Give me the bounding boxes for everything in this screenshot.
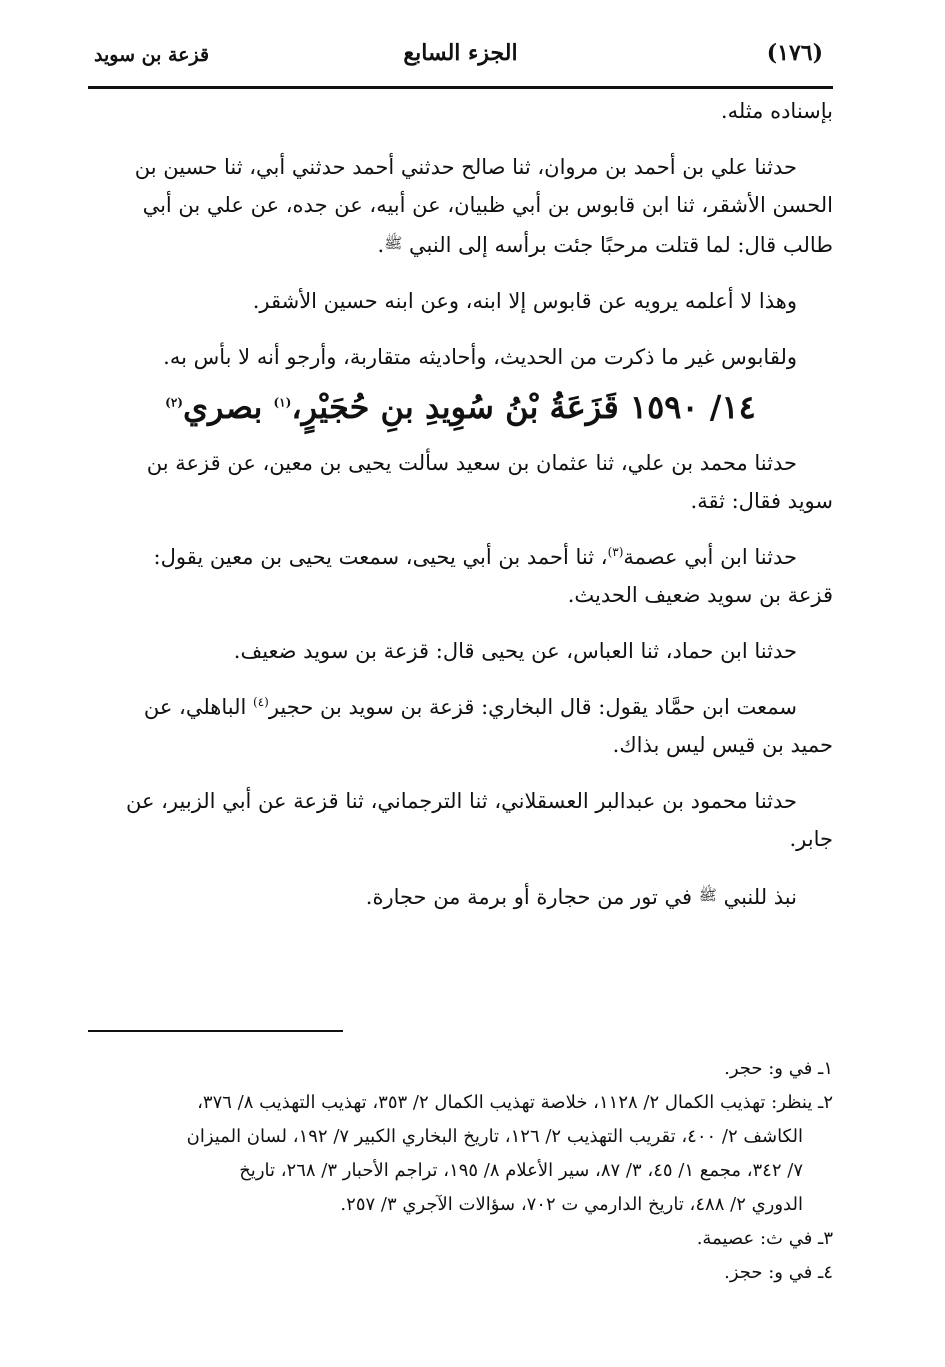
text-line: جابر. <box>789 827 833 851</box>
footnote-ref-4: (٤) <box>253 695 269 709</box>
footnote-1: ١ـ في و: حجر. <box>724 1058 833 1079</box>
text-line: حميد بن قيس ليس بذاك. <box>612 733 833 757</box>
paragraph-1 <box>88 148 833 264</box>
footnotes <box>88 1052 833 1290</box>
entry-heading <box>88 380 833 434</box>
text-span: الباهلي، عن <box>143 695 254 719</box>
salutation-glyph: ﷺ <box>384 234 403 252</box>
text-line: حدثنا محمود بن عبدالبر العسقلاني، ثنا الترجماني، ثنا قزعة عن أبي الزبير، عن <box>125 789 797 813</box>
text-line <box>88 688 833 726</box>
paragraph-6: حدثنا ابن حماد، ثنا العباس، عن يحيى قال: قزعة بن سويد ضعيف. <box>233 639 797 663</box>
entry-heading-name: ١٤/ ١٥٩٠ قَزَعَةُ بْنُ سُوِيدِ بنِ حُجَيْرٍ، <box>291 388 756 426</box>
text-span: سمعت ابن حمَّاد يقول: قال البخاري: قزعة بن سويد بن حجير <box>268 695 797 719</box>
footnote-4: ٤ـ في و: حجز. <box>724 1262 833 1283</box>
page-header <box>88 36 833 88</box>
salutation-glyph: ﷺ <box>698 886 717 904</box>
footnote-separator <box>88 1030 343 1032</box>
running-title: قزعة بن سويد <box>94 44 210 66</box>
footnote-ref-1: (١) <box>273 395 292 410</box>
volume-label: الجزء السابع <box>403 40 518 66</box>
footnote-2-line: ٧/ ٣٤٢، مجمع ١/ ٤٥، ٣/ ٨٧، سير الأعلام ٨/ ١٩٥، تراجم الأحبار ٣/ ٢٦٨، تاريخ <box>239 1160 803 1181</box>
paragraph-3: ولقابوس غير ما ذكرت من الحديث، وأحاديثه متقاربة، وأرجو أنه لا بأس به. <box>163 345 797 369</box>
footnote-2-line: الدوري ٢/ ٤٨٨، تاريخ الدارمي ت ٧٠٢، سؤالات الآجري ٣/ ٢٥٧. <box>340 1194 803 1215</box>
page-number: (١٧٦) <box>766 40 823 66</box>
paragraph-7 <box>88 688 833 764</box>
footnote-3: ٣ـ في ث: عصيمة. <box>696 1228 833 1249</box>
text-span: ، ثنا أحمد بن أبي يحيى، سمعت يحيى بن معين يقول: <box>153 545 608 569</box>
text-span: في تور من حجارة أو برمة من حجارة. <box>365 885 699 909</box>
text-line: قزعة بن سويد ضعيف الحديث. <box>567 583 833 607</box>
text-span: نبذ للنبي <box>723 885 797 909</box>
paragraph-0: بإسناده مثله. <box>720 99 833 123</box>
text-line <box>88 538 833 576</box>
text-line: سويد فقال: ثقة. <box>690 489 833 513</box>
footnote-2: ٢ـ ينظر: تهذيب الكمال ٢/ ١١٢٨، خلاصة تهذيب الكمال ٢/ ٣٥٣، تهذيب التهذيب ٨/ ٣٧٦، <box>197 1092 833 1113</box>
footnote-ref-2: (٢) <box>165 395 183 410</box>
footnote-ref-3: (٣) <box>607 545 624 559</box>
text-span: طالب قال: لما قتلت مرحبًا جئت برأسه إلى النبي <box>409 233 833 257</box>
main-text <box>88 92 833 934</box>
text-line: حدثنا محمد بن علي، ثنا عثمان بن سعيد سألت يحيى بن معين، عن قزعة بن <box>146 451 797 475</box>
header-rule <box>88 86 833 89</box>
text-line: طالب قال: لما قتلت مرحبًا جئت برأسه إلى النبي ﷺ. <box>377 233 833 257</box>
paragraph-8 <box>88 782 833 858</box>
text-line: الحسن الأشقر، ثنا ابن قابوس بن أبي ظبيان، عن أبيه، عن جده، عن علي بن أبي <box>142 193 833 217</box>
text-line: حدثنا علي بن أحمد بن مروان، ثنا صالح حدثني أحمد حدثني أبي، ثنا حسين بن <box>134 155 797 179</box>
paragraph-4 <box>88 444 833 520</box>
paragraph-2: وهذا لا أعلمه يرويه عن قابوس إلا ابنه، وعن ابنه حسين الأشقر. <box>252 289 797 313</box>
paragraph-5 <box>88 538 833 614</box>
footnote-2-line: الكاشف ٢/ ٤٠٠، تقريب التهذيب ٢/ ١٢٦، تاريخ البخاري الكبير ٧/ ١٩٢، لسان الميزان <box>186 1126 803 1147</box>
text-span: حدثنا ابن أبي عصمة <box>623 545 797 569</box>
entry-heading-origin: بصري <box>182 388 274 426</box>
paragraph-9 <box>88 876 833 916</box>
